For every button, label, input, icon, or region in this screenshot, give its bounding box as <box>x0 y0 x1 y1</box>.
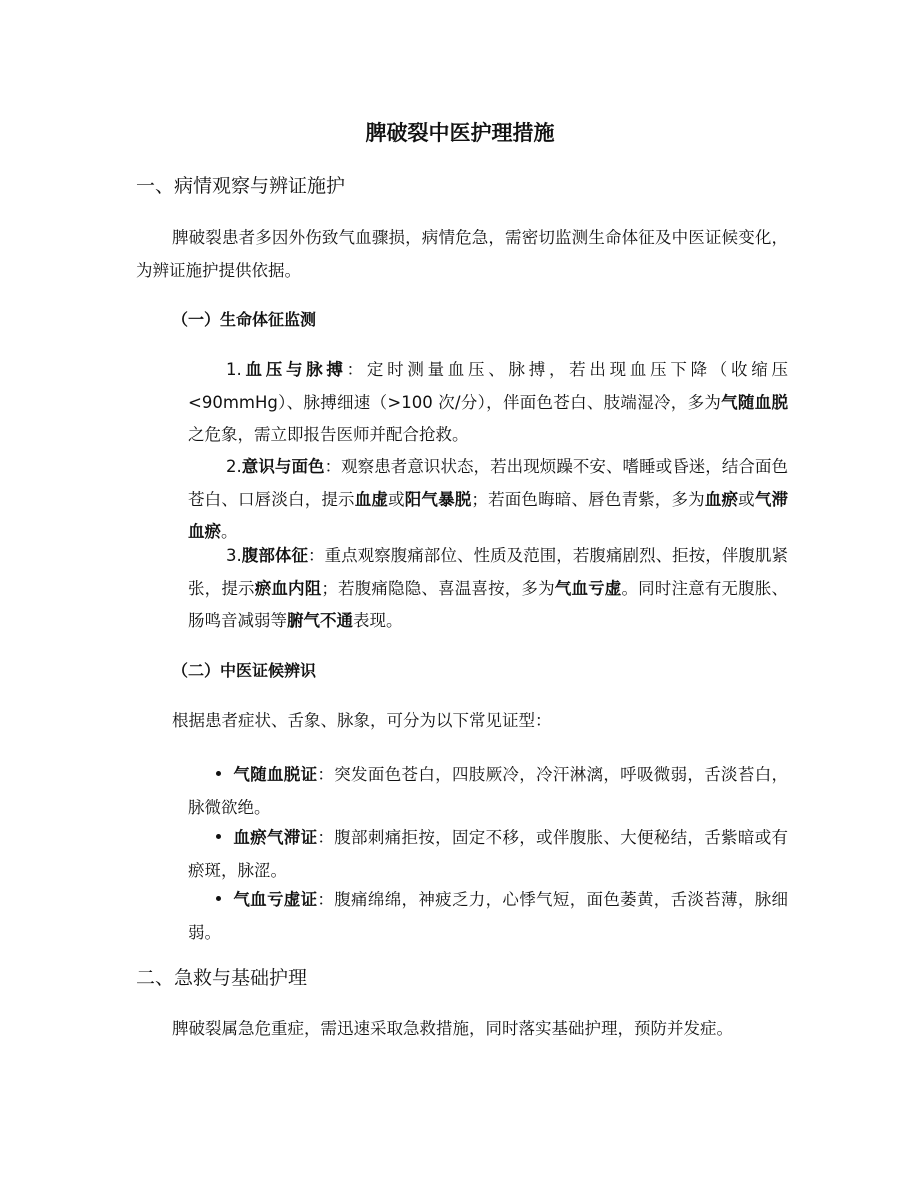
bullet-label: 血瘀气滞证 <box>233 828 318 847</box>
bullet-text: ：腹部刺痛拒按，固定不移，或伴腹胀、大便秘结，舌紫暗或有瘀斑，脉涩。 <box>188 828 789 880</box>
section-heading-emergency: 二、急救与基础护理 <box>136 967 308 989</box>
bullet-text: ：突发面色苍白，四肢厥冷，冷汗淋漓，呼吸微弱，舌淡苔白，脉微欲绝。 <box>188 765 789 817</box>
bullet-dot-icon <box>216 896 221 901</box>
item-bold-term: 气血亏虚 <box>554 578 622 598</box>
document-title: 脾破裂中医护理措施 <box>365 121 555 145</box>
item-text: 之危象，需立即报告医师并配合抢救。 <box>188 425 469 444</box>
syndrome-bullet-1 <box>188 759 788 824</box>
bullet-label: 气随血脱证 <box>233 765 318 784</box>
item-bold-term: 血瘀 <box>704 489 739 509</box>
vital-sign-item-blood-pressure <box>188 354 788 452</box>
item-bold-term: 气随血脱 <box>721 392 788 412</box>
item-text: 表现。 <box>353 611 403 630</box>
item-label: 意识与面色 <box>241 457 325 476</box>
item-text: 或 <box>738 489 755 509</box>
item-bold-term: 阳气暴脱 <box>404 489 472 509</box>
syndrome-intro-paragraph: 根据患者症状、舌象、脉象，可分为以下常见证型： <box>172 711 552 730</box>
item-text: 。 <box>221 522 238 541</box>
syndrome-bullet-3 <box>188 884 788 949</box>
subsection-heading-syndrome: （二）中医证候辨识 <box>172 661 317 680</box>
item-label: 腹部体征 <box>241 546 309 565</box>
bullet-label: 气血亏虚证 <box>233 890 318 909</box>
syndrome-bullet-2 <box>188 822 788 887</box>
item-text: 。同时注意有无腹胀、肠鸣音减弱等 <box>188 578 789 630</box>
bullet-dot-icon <box>216 771 221 776</box>
section-intro-paragraph: 脾破裂患者多因外伤致气血骤损，病情危急，需密切监测生命体征及中医证候变化，为辨证施护提供依据。 <box>136 228 788 280</box>
bullet-text: ：腹痛绵绵，神疲乏力，心悸气短，面色萎黄，舌淡苔薄，脉细弱。 <box>188 890 789 942</box>
item-bold-term: 瘀血内阻 <box>254 578 322 598</box>
item-text: ：观察患者意识状态，若出现烦躁不安、嗜睡或昏迷，结合面色苍白、口唇淡白，提示 <box>188 457 789 509</box>
emergency-intro-paragraph: 脾破裂属急危重症，需迅速采取急救措施，同时落实基础护理，预防并发症。 <box>172 1019 733 1038</box>
item-number: 1. <box>226 360 242 379</box>
item-label: 血压与脉搏 <box>241 360 347 379</box>
vital-sign-item-abdomen <box>188 540 788 638</box>
item-bold-term: 血虚 <box>354 489 389 509</box>
item-text: ：重点观察腹痛部位、性质及范围，若腹痛剧烈、拒按，伴腹肌紧张，提示 <box>188 546 789 598</box>
item-number: 3. <box>226 546 242 565</box>
item-bold-term: 腑气不通 <box>287 611 353 630</box>
item-text: 或 <box>388 489 405 509</box>
subsection-heading-vital-signs: （一）生命体征监测 <box>172 310 317 329</box>
section-heading-observation: 一、病情观察与辨证施护 <box>136 175 346 197</box>
item-bold-term: 气滞血瘀 <box>188 489 789 541</box>
vital-sign-item-consciousness <box>188 451 788 549</box>
item-number: 2. <box>226 457 242 476</box>
bullet-dot-icon <box>216 834 221 839</box>
item-text: ：定时测量血压、脉搏，若出现血压下降（收缩压<90mmHg）、脉搏细速（>100 次/分），伴面色苍白、肢端湿冷，多为 <box>188 360 789 412</box>
item-text: ；若腹痛隐隐、喜温喜按，多为 <box>321 578 555 598</box>
item-text: ；若面色晦暗、唇色青紫，多为 <box>471 489 705 509</box>
